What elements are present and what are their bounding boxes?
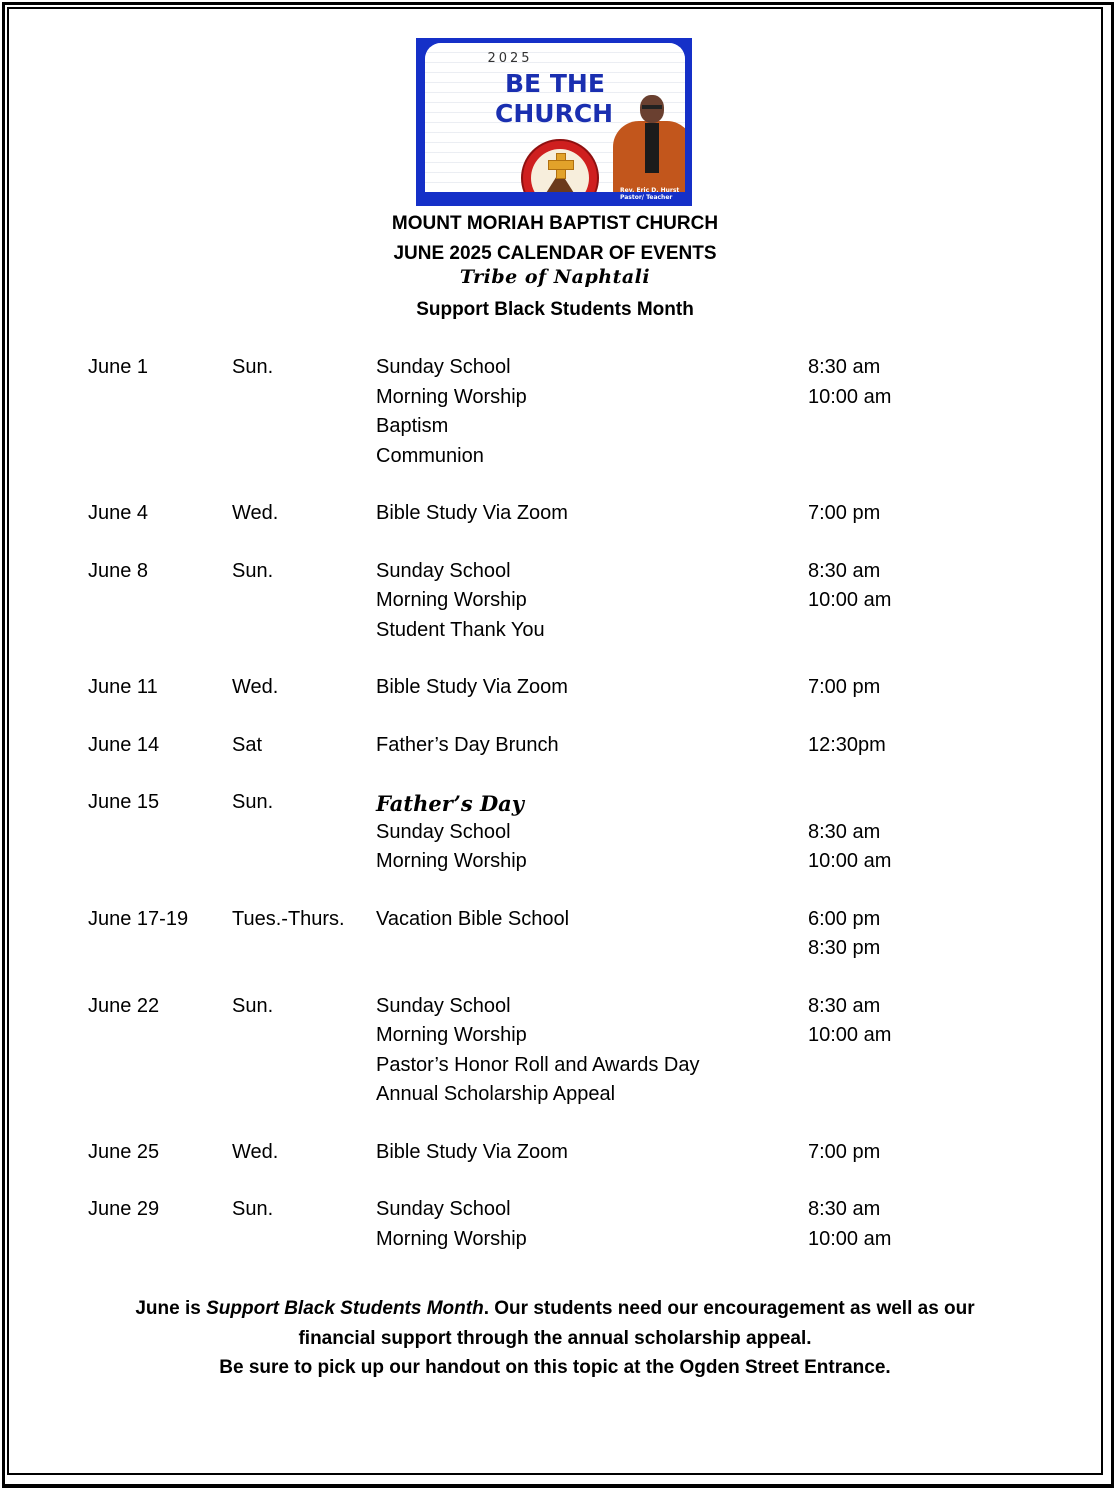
event-day: Wed.: [232, 502, 279, 524]
event-time: 8:30 am: [808, 820, 881, 843]
event-date: June 25: [88, 1140, 160, 1163]
event-day: Sun.: [232, 791, 274, 813]
tribe-name: Tribe of Naphtali: [459, 266, 651, 288]
event-block: [0, 502, 1110, 532]
event-day: Wed.: [232, 1140, 279, 1163]
event-time: 8:30 am: [808, 356, 881, 378]
event-day: Tues.-Thurs.: [232, 907, 345, 930]
event-block: [0, 676, 1110, 706]
event-block: [0, 1141, 1110, 1171]
event-activity: Morning Worship: [376, 1227, 527, 1250]
event-time: 8:30 am: [808, 559, 881, 582]
event-line: [0, 415, 1110, 445]
event-line: [0, 589, 1110, 619]
event-activity: Morning Worship: [376, 1024, 527, 1046]
event-date: June 22: [88, 994, 160, 1017]
event-activity: Pastor’s Honor Roll and Awards Day: [376, 1053, 700, 1076]
event-time: 8:30 am: [808, 994, 881, 1017]
event-block: [0, 734, 1110, 764]
event-date: June 14: [88, 733, 160, 756]
event-activity: Morning Worship: [376, 589, 527, 611]
event-activity: Sunday School: [376, 1198, 511, 1220]
event-line: [0, 995, 1110, 1025]
event-block: [0, 356, 1110, 474]
event-highlight: Father’s Day: [376, 791, 524, 816]
event-date: June 29: [88, 1198, 160, 1220]
event-line: [0, 502, 1110, 532]
event-time: 7:00 pm: [808, 502, 881, 524]
page-border-bottom: [2, 1484, 1114, 1486]
event-line: [0, 1083, 1110, 1113]
footer-line2: financial support through the annual scholarship appeal.: [298, 1327, 812, 1349]
event-day: Sun.: [232, 559, 274, 582]
calendar-title: JUNE 2025 CALENDAR OF EVENTS: [393, 243, 717, 264]
event-activity: Sunday School: [376, 994, 511, 1017]
church-logo-banner: [416, 38, 692, 206]
event-line: [0, 356, 1110, 386]
event-time: 10:00 am: [808, 1024, 892, 1046]
event-date: June 17-19: [88, 907, 189, 930]
event-line: [0, 560, 1110, 590]
event-line: [0, 937, 1110, 967]
event-activity: Baptism: [376, 415, 449, 437]
event-time: 6:00 pm: [808, 907, 881, 930]
event-line: [0, 1141, 1110, 1171]
event-date: June 4: [88, 502, 149, 524]
event-date: June 11: [88, 676, 158, 698]
event-time: 7:00 pm: [808, 1140, 881, 1163]
event-time: 7:00 pm: [808, 676, 881, 698]
event-time: 10:00 am: [808, 385, 892, 408]
event-day: Sun.: [232, 994, 274, 1017]
event-block: [0, 791, 1110, 880]
event-time: 10:00 am: [808, 850, 892, 872]
event-activity: Sunday School: [376, 559, 511, 582]
event-day: Wed.: [232, 676, 279, 698]
event-time: 10:00 am: [808, 1227, 892, 1250]
event-date: June 1: [88, 356, 149, 378]
event-line: [0, 1024, 1110, 1054]
event-day: Sun.: [232, 356, 274, 378]
event-line: [0, 734, 1110, 764]
footer-line3: Be sure to pick up our handout on this topic at the Ogden Street Entrance.: [219, 1357, 891, 1378]
pastor-role: Pastor/ Teacher: [620, 194, 673, 201]
event-day: Sat: [232, 733, 263, 756]
event-line: [0, 445, 1110, 475]
event-activity: Bible Study Via Zoom: [376, 676, 568, 698]
event-block: [0, 560, 1110, 649]
logo-slogan-line2: CHURCH: [495, 99, 614, 128]
logo-slogan-line1: BE THE: [505, 69, 605, 98]
event-activity: Sunday School: [376, 356, 511, 378]
event-block: [0, 908, 1110, 967]
event-line: [0, 1054, 1110, 1084]
event-block: [0, 995, 1110, 1113]
event-time: 8:30 am: [808, 1198, 881, 1220]
event-line: [0, 821, 1110, 851]
event-line: [0, 1228, 1110, 1258]
event-activity: Sunday School: [376, 820, 511, 843]
footer-line1: June is Support Black Students Month. Our students need our encouragement as well as our: [135, 1298, 975, 1319]
pastor-caption: [620, 187, 679, 201]
footer-emphasis: Support Black Students Month: [206, 1298, 484, 1319]
event-date: June 15: [88, 791, 160, 813]
event-activity: Annual Scholarship Appeal: [376, 1083, 616, 1105]
event-activity: Vacation Bible School: [376, 907, 570, 930]
event-activity: Student Thank You: [376, 618, 545, 641]
event-date: June 8: [88, 559, 149, 582]
footer-note: [0, 1294, 1110, 1383]
event-activity: Bible Study Via Zoom: [376, 1140, 568, 1163]
event-time: 12:30pm: [808, 733, 886, 756]
pastor-name: Rev. Eric D. Hurst: [620, 187, 680, 194]
events-list: [0, 356, 1110, 1285]
event-line: [0, 1198, 1110, 1228]
event-activity: Morning Worship: [376, 850, 527, 872]
month-theme: Support Black Students Month: [416, 299, 694, 320]
logo-card: [425, 43, 685, 192]
event-activity: Father’s Day Brunch: [376, 733, 559, 756]
event-block: [0, 1198, 1110, 1257]
logo-year: 2025: [487, 51, 533, 66]
event-line: [0, 908, 1110, 938]
event-activity: Bible Study Via Zoom: [376, 502, 568, 524]
event-activity: Communion: [376, 444, 484, 467]
event-line: [0, 791, 1110, 821]
event-activity: Morning Worship: [376, 385, 527, 408]
event-day: Sun.: [232, 1198, 274, 1220]
event-line: [0, 850, 1110, 880]
pastor-photo: [609, 95, 685, 192]
event-line: [0, 386, 1110, 416]
event-line: [0, 676, 1110, 706]
event-time: 8:30 pm: [808, 937, 881, 959]
event-time: 10:00 am: [808, 589, 892, 611]
event-line: [0, 619, 1110, 649]
church-name: MOUNT MORIAH BAPTIST CHURCH: [391, 213, 719, 234]
